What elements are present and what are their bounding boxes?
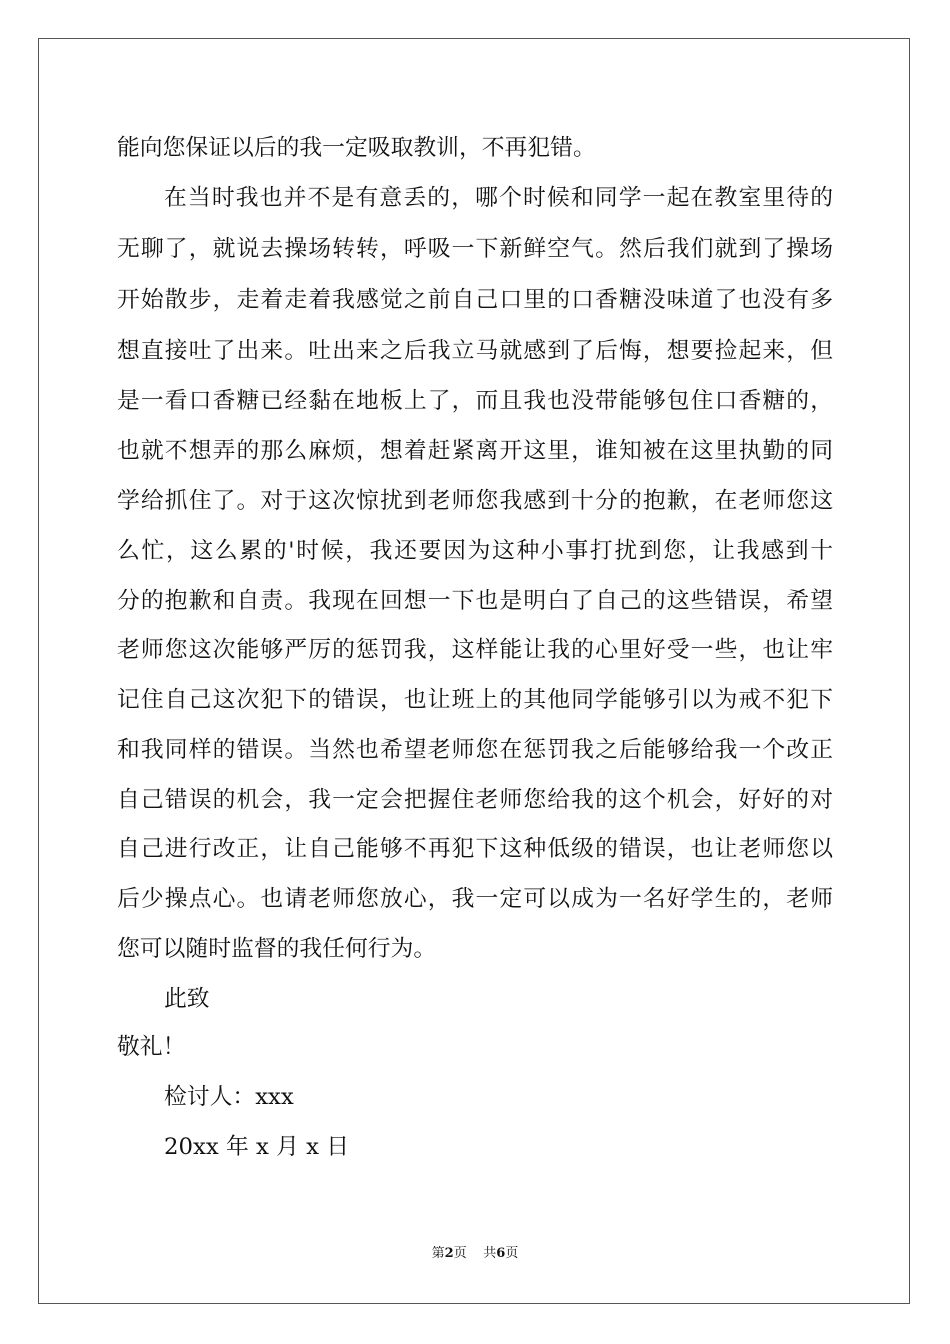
body-line: 学给抓住了。对于这次惊扰到老师您我感到十分的抱歉，在老师您这	[117, 488, 833, 514]
body-line: 自己错误的机会，我一定会把握住老师您给我的这个机会，好好的对	[117, 787, 833, 813]
date-line: 20xx 年 x 月 x 日	[164, 1134, 350, 1160]
body-line: 么忙，这么累的'时候，我还要因为这种小事打扰到您，让我感到十	[117, 538, 833, 564]
page-number: 2	[444, 1246, 454, 1261]
closing-greeting: 此致	[164, 986, 210, 1012]
signer-line: 检讨人：xxx	[164, 1084, 294, 1110]
body-line: 想直接吐了出来。吐出来之后我立马就感到了后悔，想要捡起来，但	[117, 338, 833, 364]
page-border	[38, 38, 910, 1304]
closing-salute: 敬礼！	[117, 1034, 186, 1060]
body-line: 也就不想弄的那么麻烦，想着赶紧离开这里，谁知被在这里执勤的同	[117, 438, 833, 464]
page-suffix: 页	[453, 1246, 467, 1261]
total-suffix: 页	[505, 1246, 519, 1261]
body-line: 是一看口香糖已经黏在地板上了，而且我也没带能够包住口香糖的，	[117, 388, 833, 414]
total-pages: 6	[496, 1246, 506, 1261]
body-line: 您可以随时监督的我任何行为。	[117, 936, 437, 962]
body-line: 记住自己这次犯下的错误，也让班上的其他同学能够引以为戒不犯下	[117, 687, 833, 713]
body-line: 能向您保证以后的我一定吸取教训，不再犯错。	[117, 135, 596, 161]
page-prefix: 第	[431, 1246, 445, 1261]
total-prefix: 共	[483, 1246, 497, 1261]
body-line: 自己进行改正，让自己能够不再犯下这种低级的错误，也让老师您以	[117, 836, 833, 862]
body-line: 开始散步，走着走着我感觉之前自己口里的口香糖没味道了也没有多	[117, 287, 833, 313]
page-footer	[0, 1245, 950, 1263]
body-line: 和我同样的错误。当然也希望老师您在惩罚我之后能够给我一个改正	[117, 737, 833, 763]
body-line: 分的抱歉和自责。我现在回想一下也是明白了自己的这些错误，希望	[117, 588, 833, 614]
body-line: 后少操点心。也请老师您放心，我一定可以成为一名好学生的，老师	[117, 886, 833, 912]
body-line: 无聊了，就说去操场转转，呼吸一下新鲜空气。然后我们就到了操场	[117, 236, 833, 262]
body-line: 老师您这次能够严厉的惩罚我，这样能让我的心里好受一些，也让牢	[117, 637, 833, 663]
body-line: 在当时我也并不是有意丢的，哪个时候和同学一起在教室里待的	[164, 185, 833, 211]
